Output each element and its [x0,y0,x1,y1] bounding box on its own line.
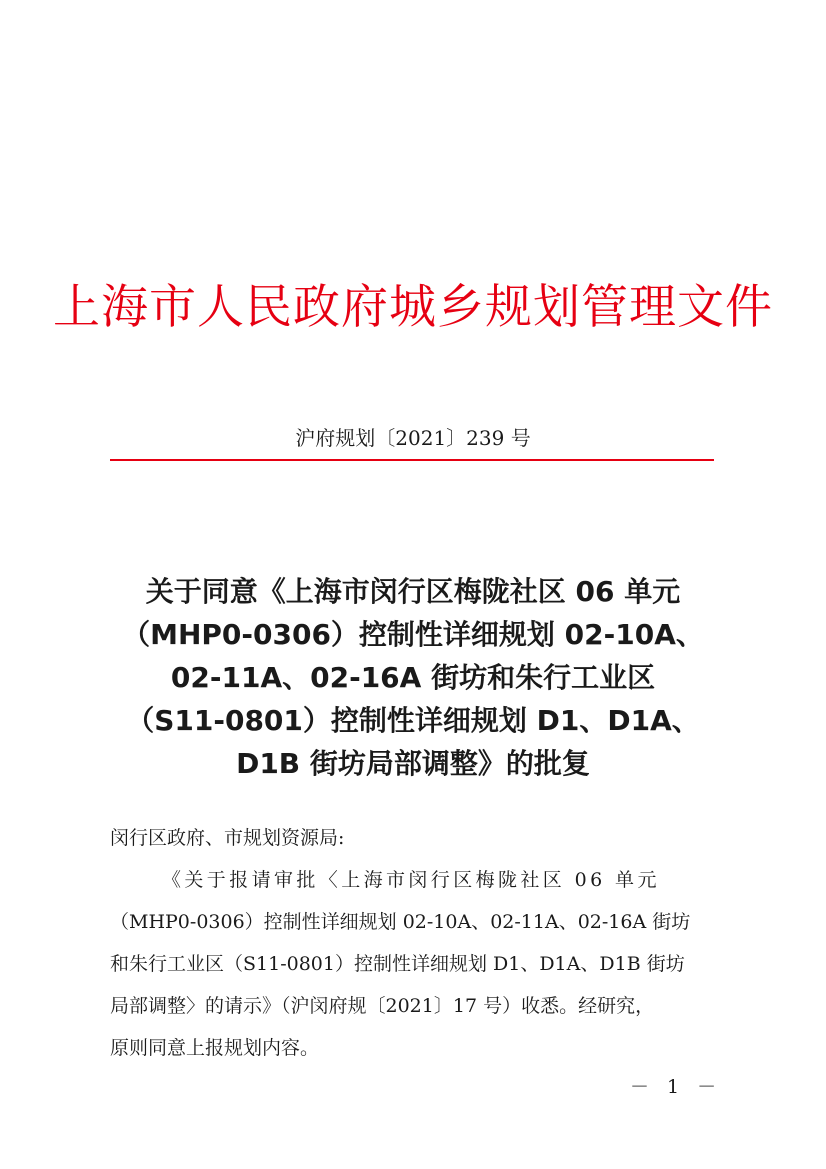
issuer-heading: 上海市人民政府城乡规划管理文件 [53,280,773,335]
page-number: － 1 － [630,1076,723,1098]
addressee-line: 闵行区政府、市规划资源局: [110,827,345,849]
paragraph-line: 局部调整〉的请示》（沪闵府规〔2021〕17 号）收悉。经研究， [110,995,655,1017]
title-line: 关于同意《上海市闵行区梅陇社区 06 单元 [145,575,681,608]
red-divider-line [110,459,714,461]
document-body [110,817,716,1069]
document-title [95,570,731,785]
body-paragraph [110,859,716,1069]
paragraph-line: 《关于报请审批〈上海市闵行区梅陇社区 06 单元 [162,869,660,891]
paragraph-line: （MHP0-0306）控制性详细规划 02-10A、02-11A、02-16A 街坊 [110,911,691,933]
title-line: D1B 街坊局部调整》的批复 [236,747,590,780]
title-line: （S11-0801）控制性详细规划 D1、D1A、 [126,704,700,737]
paragraph-line: 和朱行工业区（S11-0801）控制性详细规划 D1、D1A、D1B 街坊 [110,953,685,975]
title-line: 02-11A、02-16A 街坊和朱行工业区 [170,661,656,694]
title-line: （MHP0-0306）控制性详细规划 02-10A、 [122,618,704,651]
document-number: 沪府规划〔2021〕239 号 [295,426,531,450]
paragraph-line: 原则同意上报规划内容。 [110,1037,320,1059]
